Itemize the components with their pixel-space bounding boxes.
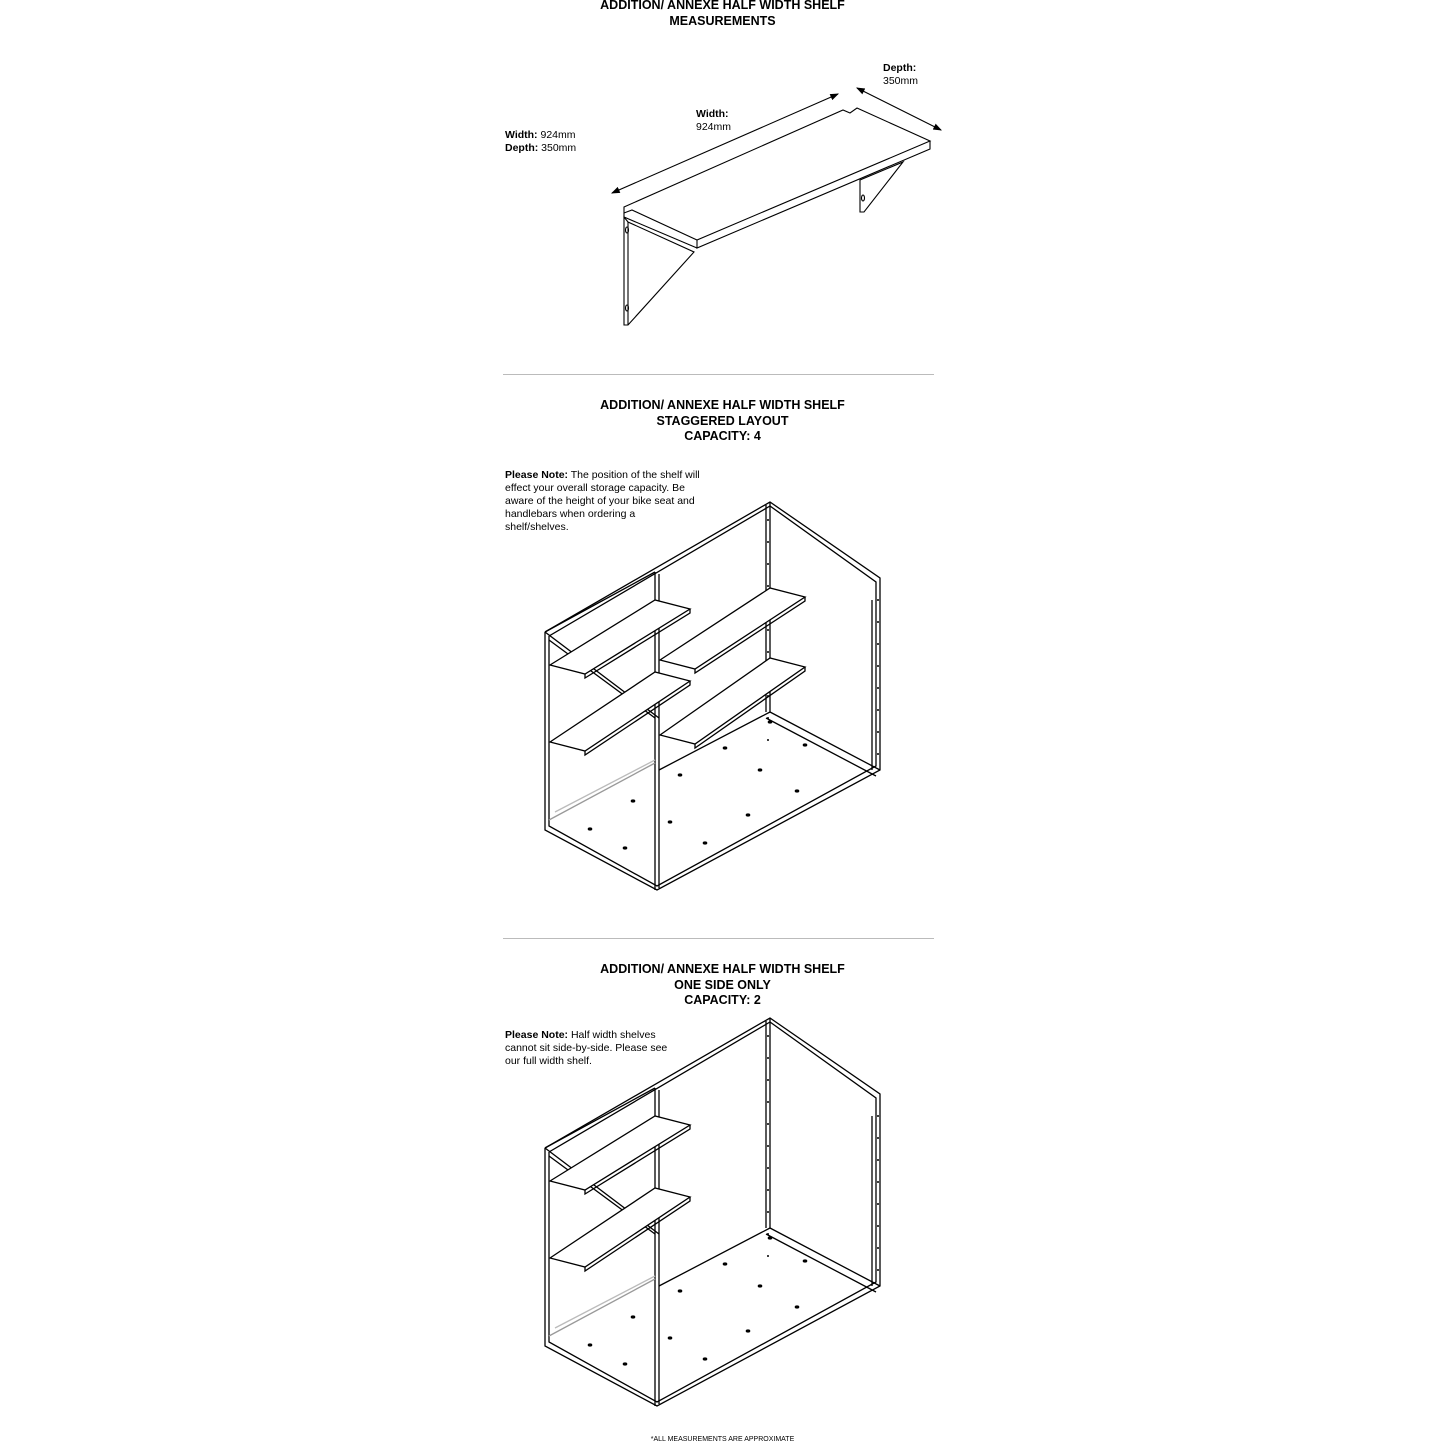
floor-side-edge	[549, 1279, 655, 1336]
cabinet-outline	[545, 502, 880, 890]
floor-hole	[746, 1329, 751, 1332]
title-line: ONE SIDE ONLY	[674, 977, 771, 992]
floor-edge	[766, 718, 876, 776]
rivet	[767, 651, 769, 653]
rivet	[877, 665, 879, 667]
value: 350mm	[538, 142, 577, 154]
floor-hole	[803, 1259, 808, 1262]
rivet	[767, 1079, 769, 1081]
rivet	[767, 541, 769, 543]
cabinet-outline	[549, 1022, 876, 1402]
cabinet-outline	[549, 506, 876, 886]
title-line: MEASUREMENTS	[669, 13, 776, 28]
floor-side-edge	[555, 760, 655, 812]
value: 350mm	[883, 75, 919, 87]
floor-hole	[746, 813, 751, 816]
title-line: ADDITION/ ANNEXE HALF WIDTH SHELF	[600, 962, 845, 976]
rivet	[767, 563, 769, 565]
rivet	[877, 599, 879, 601]
rivet	[767, 717, 769, 719]
rivet	[877, 1225, 879, 1227]
floor-hole	[668, 820, 673, 823]
cabinet-outline	[545, 1018, 880, 1406]
rivet	[877, 753, 879, 755]
rivet	[767, 739, 769, 741]
shelf-drawing	[612, 88, 941, 325]
label: Width:	[696, 108, 729, 120]
rivet	[767, 1101, 769, 1103]
floor-hole	[588, 1343, 593, 1346]
floor-hole	[768, 1236, 773, 1239]
floor-edge	[659, 1228, 770, 1286]
floor-hole	[758, 768, 763, 771]
rivet	[767, 1035, 769, 1037]
rivet	[767, 1057, 769, 1059]
floor-hole	[723, 1262, 728, 1265]
rivet	[877, 643, 879, 645]
note-text: Half width shelves cannot sit side-by-side. Please see our full width shelf.	[505, 1029, 668, 1067]
title-line: CAPACITY: 4	[684, 429, 761, 443]
floor-hole	[795, 1305, 800, 1308]
rivet	[877, 1159, 879, 1161]
floor-edge	[766, 1234, 876, 1292]
floor-edge	[770, 1228, 880, 1286]
floor-side-edge	[555, 1276, 655, 1328]
floor-hole	[723, 746, 728, 749]
rivet	[877, 1137, 879, 1139]
floor-hole	[623, 1362, 628, 1365]
rivet	[767, 1211, 769, 1213]
shelf	[660, 588, 805, 669]
floor-hole	[631, 799, 636, 802]
footnote: *ALL MEASUREMENTS ARE APPROXIMATE	[650, 1436, 795, 1443]
floor-hole	[803, 743, 808, 746]
floor-hole	[703, 1357, 708, 1360]
floor-hole	[668, 1336, 673, 1339]
floor-edge	[770, 712, 880, 770]
rivet	[877, 1181, 879, 1183]
title-line: ADDITION/ ANNEXE HALF WIDTH SHELF	[600, 0, 845, 12]
label: Depth:	[883, 62, 917, 74]
shelf	[550, 1116, 690, 1190]
title-line: CAPACITY: 2	[684, 993, 761, 1007]
rivet	[877, 1247, 879, 1249]
shelf	[550, 672, 690, 751]
floor-side-edge	[549, 763, 655, 820]
label: Depth:	[505, 142, 539, 154]
value: 924mm	[696, 121, 732, 133]
floor-hole	[768, 720, 773, 723]
rivet	[877, 1269, 879, 1271]
floor-hole	[678, 1289, 683, 1292]
floor-hole	[795, 789, 800, 792]
rivet	[877, 1203, 879, 1205]
title-line: ADDITION/ ANNEXE HALF WIDTH SHELF	[600, 398, 845, 412]
rivet	[767, 585, 769, 587]
floor-hole	[758, 1284, 763, 1287]
staggered-layout-drawing	[545, 502, 880, 890]
rivet	[767, 519, 769, 521]
shelf	[550, 1188, 690, 1267]
floor-hole	[703, 841, 708, 844]
note-label: Please Note:	[505, 469, 569, 481]
rivet	[767, 1145, 769, 1147]
rivet	[877, 709, 879, 711]
rivet	[767, 1255, 769, 1257]
rivet	[767, 1123, 769, 1125]
rivet	[767, 1167, 769, 1169]
value: 924mm	[537, 129, 576, 141]
one-side-layout-drawing	[545, 1018, 880, 1406]
rivet	[877, 687, 879, 689]
floor-hole	[588, 827, 593, 830]
rivet	[877, 731, 879, 733]
floor-hole	[623, 846, 628, 849]
rivet	[877, 621, 879, 623]
rivet	[877, 1115, 879, 1117]
note-label: Please Note:	[505, 1029, 569, 1041]
floor-hole	[631, 1315, 636, 1318]
rivet	[767, 1233, 769, 1235]
rivet	[767, 629, 769, 631]
rivet	[767, 1189, 769, 1191]
title-line: STAGGERED LAYOUT	[656, 413, 789, 428]
floor-hole	[678, 773, 683, 776]
label: Width:	[505, 129, 538, 141]
note-text: The position of the shelf will effect your overall storage capacity. Be aware of the height of your bike seat and handlebars when ordering a shelf/shelves.	[505, 469, 700, 533]
